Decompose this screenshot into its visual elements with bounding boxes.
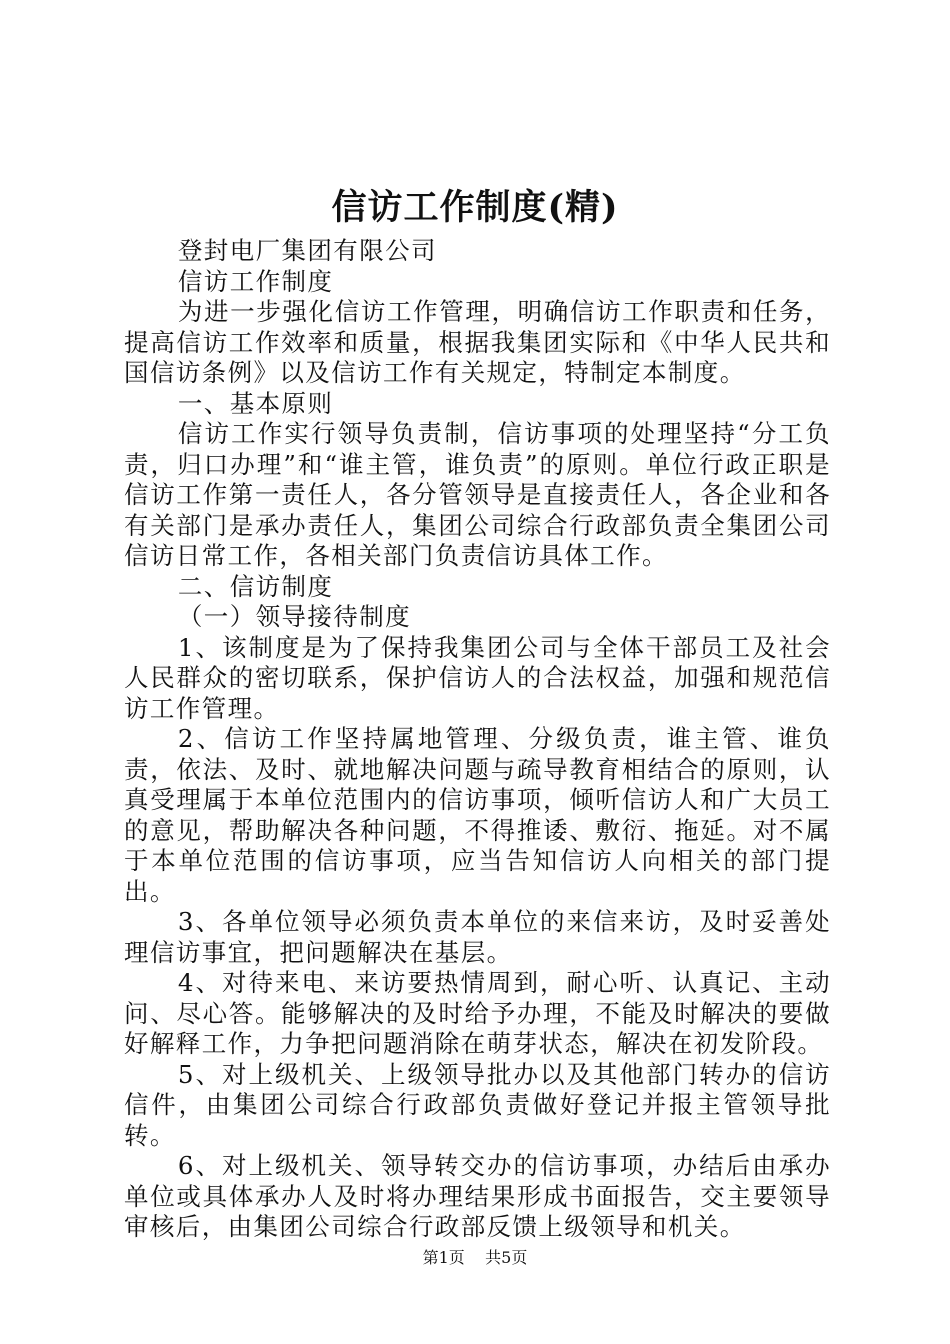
subsection-heading-reception: （一）领导接待制度 <box>177 602 411 631</box>
rule-6-paragraph: 6、对上级机关、领导转交办的信访事项，办结后由承办单位或具体承办人及时将办理结果形成书面报告，交主要领导审核后，由集团公司综合行政部反馈上级领导和机关。 <box>124 1151 831 1241</box>
page-total: 共5页 <box>485 1248 528 1267</box>
intro-paragraph: 为进一步强化信访工作管理，明确信访工作职责和任务，提高信访工作效率和质量，根据我集团实际和《中华人民共和国信访条例》以及信访工作有关规定，特制定本制度。 <box>124 297 831 387</box>
rule-5-paragraph: 5、对上级机关、上级领导批办以及其他部门转办的信访信件，由集团公司综合行政部负责做好登记并报主管领导批转。 <box>124 1059 831 1150</box>
subtitle-line: 信访工作制度 <box>177 266 334 296</box>
section-heading-basic-principles: 一、基本原则 <box>177 388 334 418</box>
footer-spacer <box>470 1248 480 1267</box>
page-number: 第1页 <box>422 1248 465 1267</box>
document-body <box>124 236 831 1243</box>
rule-3-paragraph: 3、各单位领导必须负责本单位的来信来访，及时妥善处理信访事宜，把问题解决在基层。 <box>124 907 831 967</box>
rule-4-paragraph: 4、对待来电、来访要热情周到，耐心听、认真记、主动问、尽心答。能够解决的及时给予办理，不能及时解决的要做好解释工作，力争把问题消除在萌芽状态，解决在初发阶段。 <box>124 968 831 1058</box>
basic-principles-paragraph: 信访工作实行领导负责制，信访事项的处理坚持“分工负责，归口办理”和“谁主管，谁负责”的原则。单位行政正职是信访工作第一责任人，各分管领导是直接责任人，各企业和各有关部门是承办责任人，集团公司综合行政部负责全集团公司信访日常工作，各相关部门负责信访具体工作。 <box>124 419 831 570</box>
section-heading-petition-system: 二、信访制度 <box>177 571 334 601</box>
rule-2-paragraph: 2、信访工作坚持属地管理、分级负责，谁主管、谁负责，依法、及时、就地解决问题与疏导教育相结合的原则，认真受理属于本单位范围内的信访事项，倾听信访人和广大员工的意见，帮助解决各种问题，不得推诿、敷衍、拖延。对不属于本单位范围的信访事项，应当告知信访人向相关的部门提出。 <box>124 724 831 906</box>
rule-1-paragraph: 1、该制度是为了保持我集团公司与全体干部员工及社会人民群众的密切联系，保护信访人的合法权益，加强和规范信访工作管理。 <box>124 632 831 723</box>
page-footer <box>0 1248 950 1268</box>
company-name-line: 登封电厂集团有限公司 <box>177 236 437 265</box>
document-title: 信访工作制度(精) <box>331 187 619 228</box>
